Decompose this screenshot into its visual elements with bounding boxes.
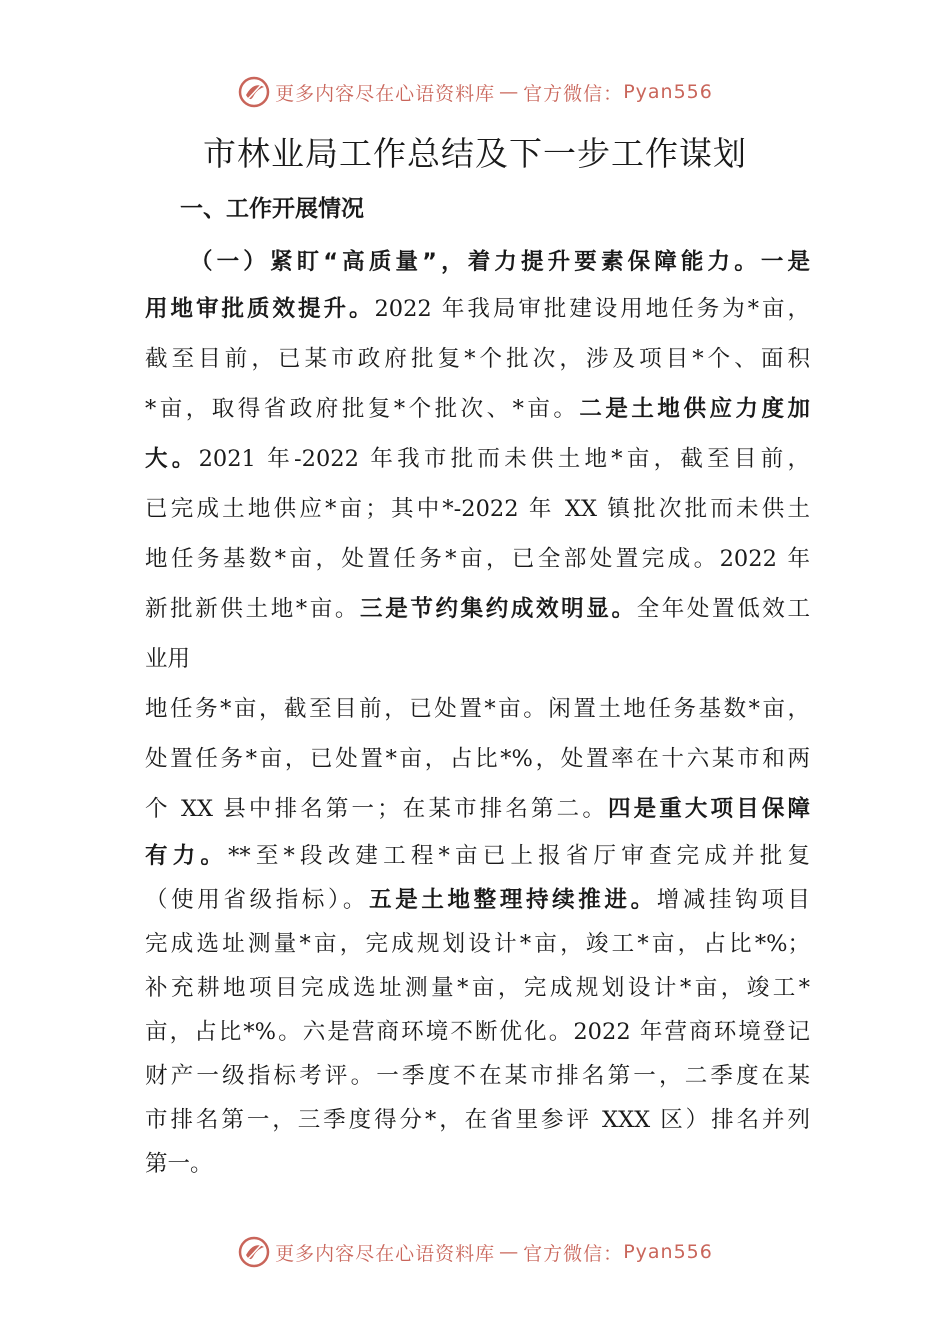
- document-title: 市林业局工作总结及下一步工作谋划: [203, 134, 747, 173]
- text-line: [145, 1098, 810, 1142]
- text-run: 新批新供土地*亩。: [145, 596, 361, 622]
- text-line: [145, 634, 810, 684]
- text-run: 完成选址测量*亩，完成规划设计*亩，竣工*亩，占比*%；: [145, 931, 810, 957]
- text-run: 个 XX 县中排名第一；在某市排名第二。: [145, 796, 608, 822]
- bold-text-run: 用地审批质效提升。: [145, 296, 375, 322]
- text-line: [145, 922, 810, 966]
- bold-text-run: 二是土地供应力度加: [579, 396, 810, 422]
- watermark-official-label: 官方微信：: [523, 1242, 624, 1265]
- bold-text-run: 四是重大项目保障: [607, 796, 810, 822]
- text-line: [145, 240, 810, 284]
- watermark-banner-bottom: [0, 1232, 950, 1272]
- text-run: （使用省级指标）。: [145, 887, 370, 913]
- watermark-separator: —: [499, 81, 520, 103]
- text-run: 2022 年我局审批建设用地任务为*亩，: [374, 296, 810, 322]
- text-run: 处置任务*亩，已处置*亩，占比*%，处置率在十六某市和两: [145, 746, 810, 772]
- text-run: 已完成土地供应*亩；其中*-2022 年 XX 镇批次批而未供土: [145, 496, 810, 522]
- text-line: [145, 734, 810, 784]
- text-line: [145, 878, 810, 922]
- watermark-banner-top: [0, 72, 950, 112]
- text-line: [145, 834, 810, 878]
- bold-text-run: 有力。: [145, 843, 229, 869]
- watermark-brand: Pyan556: [623, 81, 713, 103]
- text-line: [145, 434, 810, 484]
- watermark-text: 更多内容尽在心语资料库: [275, 82, 496, 105]
- text-run: 亩，占比*%。六是营商环境不断优化。2022 年营商环境登记: [145, 1019, 810, 1045]
- text-line: [145, 1010, 810, 1054]
- text-run: 2021 年-2022 年我市批而未供土地*亩，截至目前，: [198, 446, 810, 472]
- text-run: 第一。: [145, 1151, 213, 1177]
- watermark-separator: —: [499, 1241, 520, 1263]
- text-run: 截至目前，已某市政府批复*个批次，涉及项目*个、面积: [145, 346, 810, 372]
- text-run: 补充耕地项目完成选址测量*亩，完成规划设计*亩，竣工*: [145, 975, 810, 1001]
- text-line: [145, 1054, 810, 1098]
- section-heading: 一、工作开展情况: [180, 196, 364, 222]
- watermark-text: 更多内容尽在心语资料库: [275, 1242, 496, 1265]
- text-line: [145, 284, 810, 334]
- text-line: [145, 334, 810, 384]
- bold-text-run: 五是土地整理持续推进。: [369, 887, 657, 913]
- text-line: [145, 384, 810, 434]
- bold-text-run: 大。: [145, 446, 199, 472]
- text-run: 全年处置低效工: [636, 596, 810, 622]
- text-run: 财产一级指标考评。一季度不在某市排名第一，二季度在某: [145, 1063, 810, 1089]
- text-line: [145, 484, 810, 534]
- text-run: 地任务*亩，截至目前，已处置*亩。闲置土地任务基数*亩，: [145, 696, 810, 722]
- text-run: *亩，取得省政府批复*个批次、*亩。: [145, 396, 580, 422]
- bold-text-run: 三是节约集约成效明显。: [360, 596, 637, 622]
- text-run: 业用: [145, 646, 191, 672]
- text-line: [145, 1142, 810, 1186]
- watermark-official-label: 官方微信：: [523, 82, 624, 105]
- text-line: [145, 584, 810, 634]
- brand-logo-icon: [237, 75, 271, 109]
- bold-text-run: （一）紧盯“高质量”，着力提升要素保障能力。一是: [190, 249, 810, 275]
- text-line: [145, 784, 810, 834]
- text-run: 市排名第一，三季度得分*，在省里参评 XXX 区）排名并列: [145, 1107, 810, 1133]
- document-body: [145, 240, 810, 1186]
- text-run: 增减挂钩项目: [656, 887, 810, 913]
- text-line: [145, 966, 810, 1010]
- text-line: [145, 684, 810, 734]
- brand-logo-icon: [237, 1235, 271, 1269]
- watermark-brand: Pyan556: [623, 1241, 713, 1263]
- text-line: [145, 534, 810, 584]
- text-run: 地任务基数*亩，处置任务*亩，已全部处置完成。2022 年: [145, 546, 810, 572]
- text-run: **至*段改建工程*亩已上报省厅审查完成并批复: [228, 843, 810, 869]
